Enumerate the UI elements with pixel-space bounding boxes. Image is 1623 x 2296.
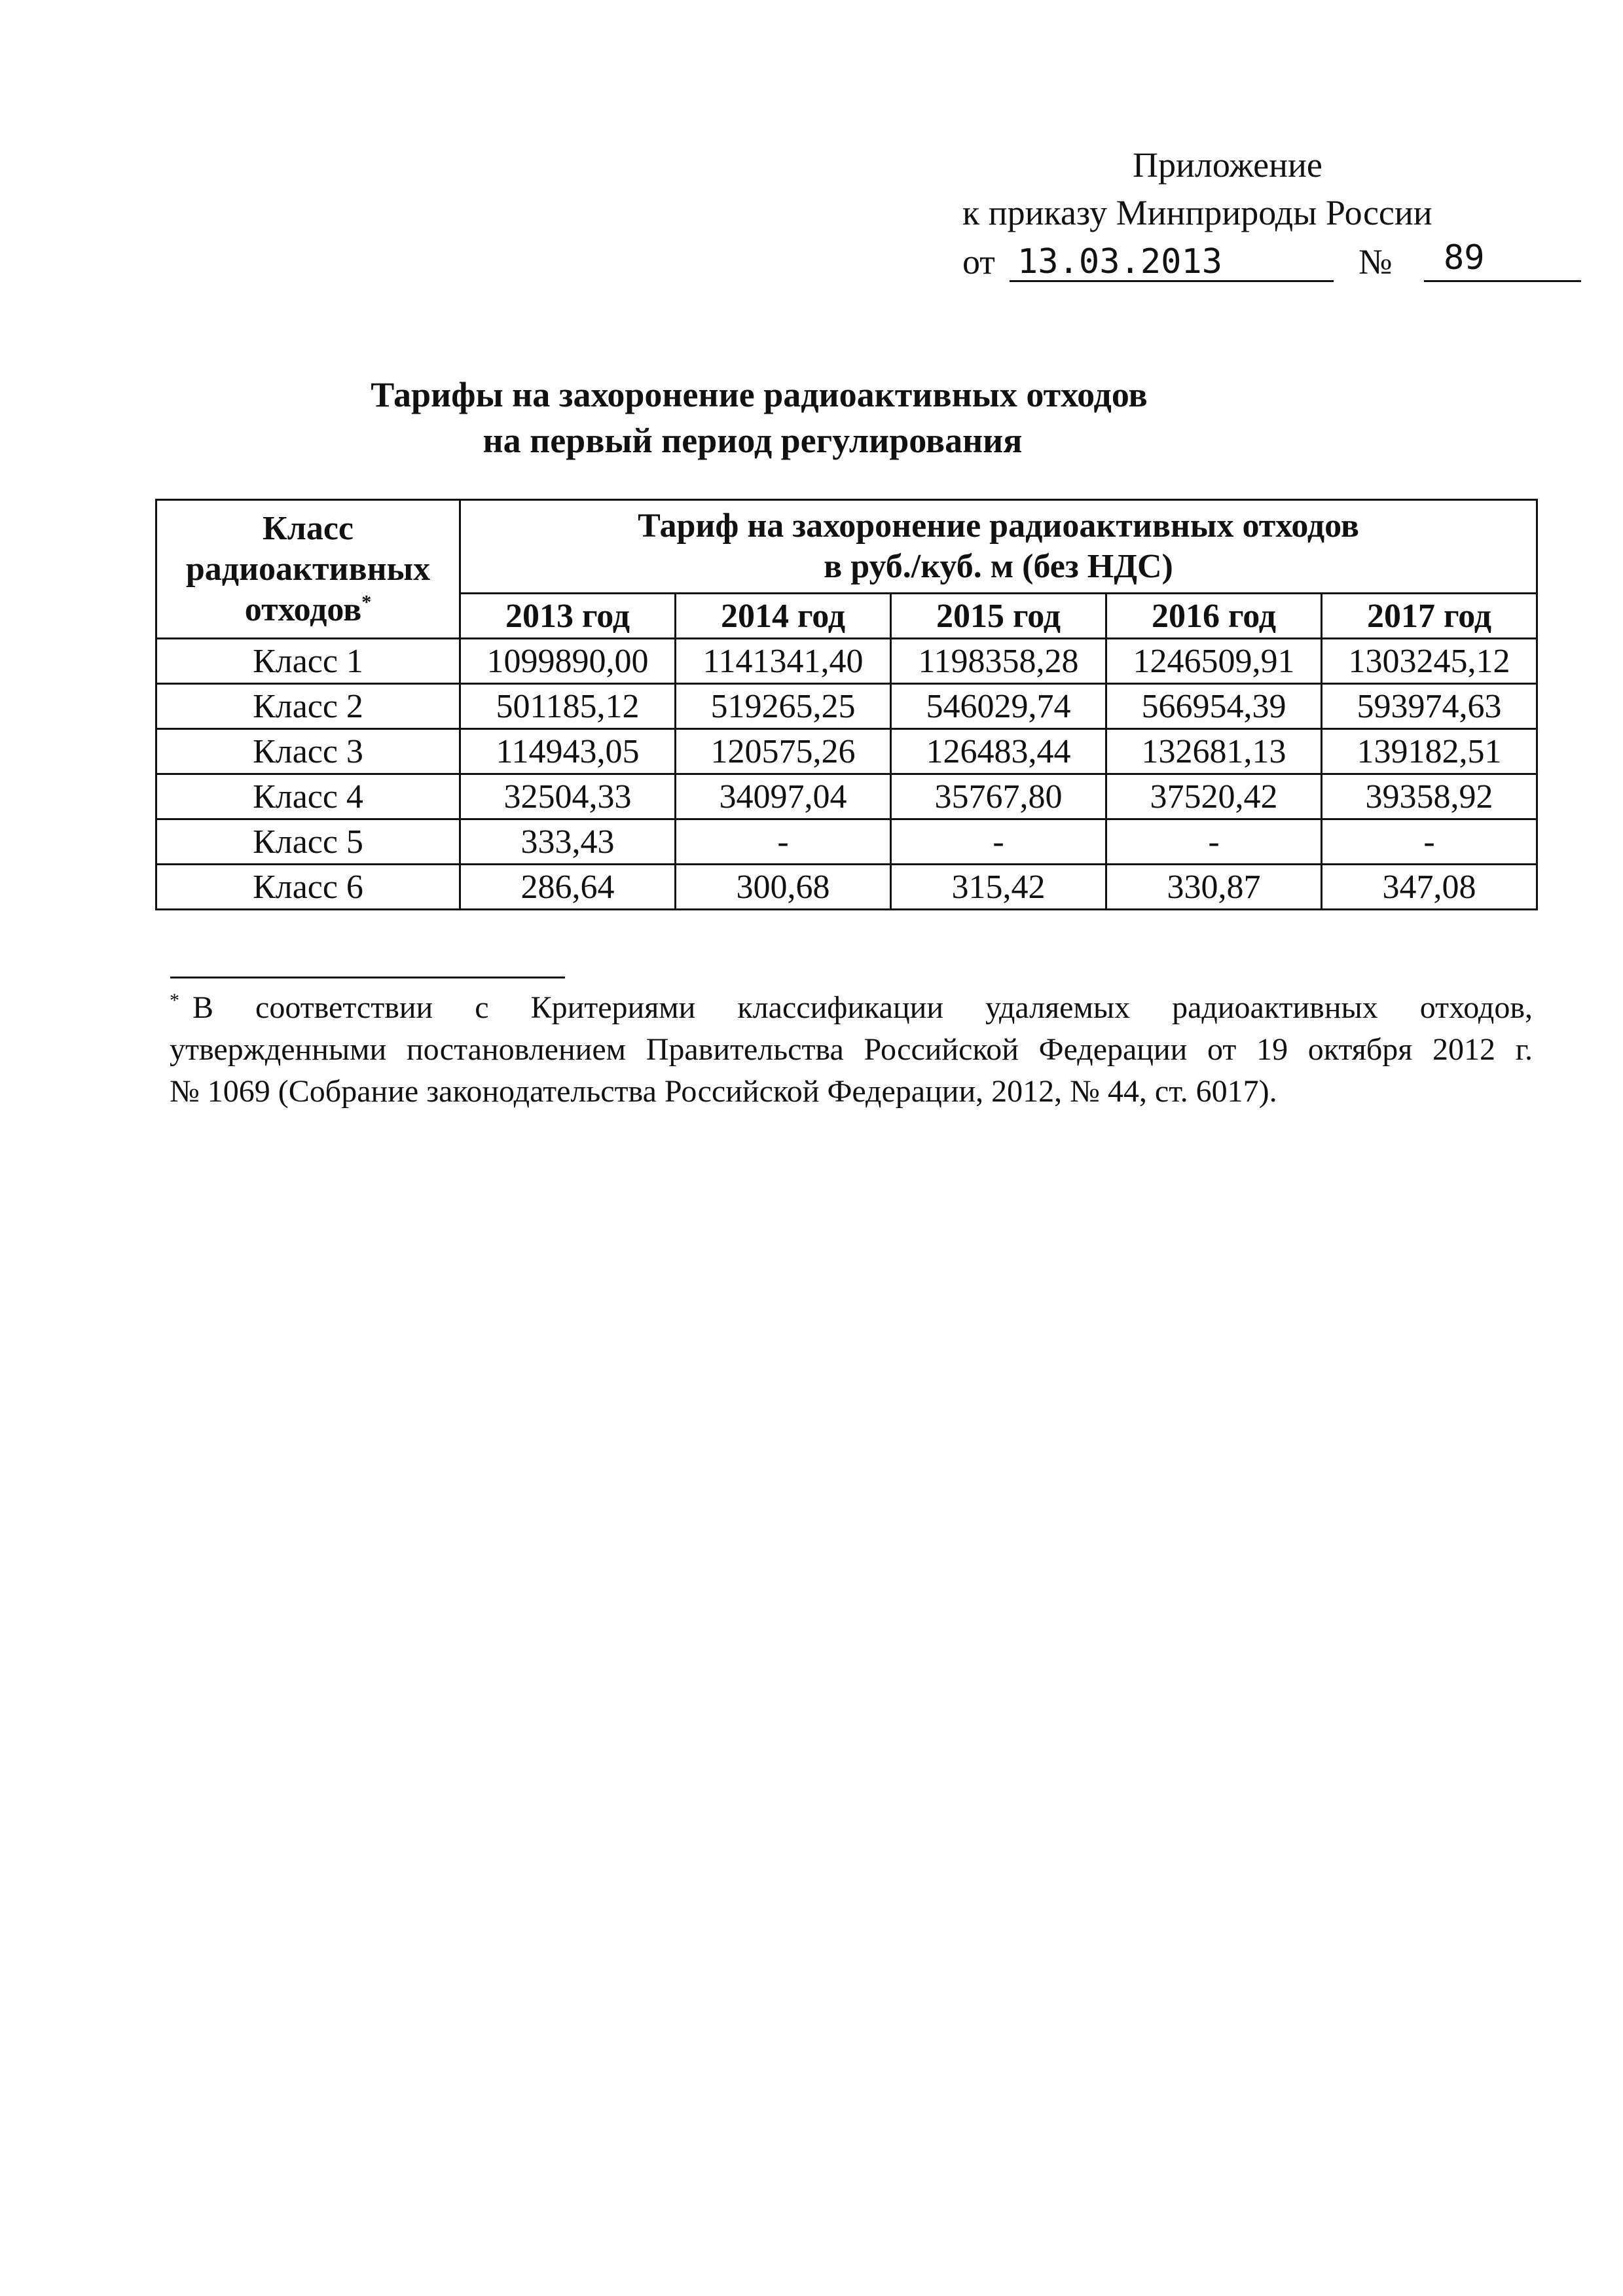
tariff-cell: 566954,39 <box>1106 684 1322 729</box>
tariff-cell: 1246509,91 <box>1106 639 1322 684</box>
tariff-cell: 300,68 <box>676 865 891 910</box>
tariff-cell: 126483,44 <box>891 729 1106 774</box>
class-cell: Класс 2 <box>156 684 460 729</box>
tariff-cell: 286,64 <box>460 865 676 910</box>
class-header-line-3 <box>157 590 459 630</box>
tariff-header-line-2: в руб./куб. м (без НДС) <box>824 548 1173 585</box>
tariff-cell: - <box>1322 819 1537 865</box>
tariff-cell: 37520,42 <box>1106 774 1322 819</box>
tariff-cell: - <box>1106 819 1322 865</box>
document-title <box>0 372 1623 463</box>
class-cell: Класс 4 <box>156 774 460 819</box>
appendix-label: Приложение <box>1133 145 1322 185</box>
tariff-cell: 1198358,28 <box>891 639 1106 684</box>
footnote-marker: * <box>361 591 372 613</box>
title-line-1: Тарифы на захоронение радиоактивных отходов <box>371 375 1148 414</box>
tariff-cell: 315,42 <box>891 865 1106 910</box>
footnote-divider <box>170 977 565 978</box>
footnote <box>170 987 1533 1113</box>
tariff-cell: 1303245,12 <box>1322 639 1537 684</box>
footnote-line-1 <box>170 987 1533 1029</box>
tariff-cell: 35767,80 <box>891 774 1106 819</box>
tariff-cell: 114943,05 <box>460 729 676 774</box>
tariff-cell: - <box>891 819 1106 865</box>
class-header-line-2: радиоактивных <box>185 550 431 588</box>
class-cell: Класс 6 <box>156 865 460 910</box>
tariff-cell: 519265,25 <box>676 684 891 729</box>
order-number-field <box>1424 238 1581 282</box>
tariff-cell: 120575,26 <box>676 729 891 774</box>
table-row <box>156 729 1537 774</box>
order-reference: к приказу Минприроды России <box>962 193 1432 232</box>
order-date: 13.03.2013 <box>1017 242 1223 281</box>
tariff-column-header <box>460 500 1537 594</box>
class-header-line-1: Класс <box>262 509 354 547</box>
order-date-field <box>1010 241 1334 282</box>
table-row <box>156 639 1537 684</box>
year-header: 2013 год <box>460 594 676 639</box>
class-header-word: отходов <box>244 590 362 628</box>
tariff-cell: 546029,74 <box>891 684 1106 729</box>
table-row <box>156 819 1537 865</box>
tariff-cell: 593974,63 <box>1322 684 1537 729</box>
year-header: 2014 год <box>676 594 891 639</box>
class-cell: Класс 5 <box>156 819 460 865</box>
tariff-cell: 32504,33 <box>460 774 676 819</box>
tariff-cell: 1099890,00 <box>460 639 676 684</box>
class-cell: Класс 1 <box>156 639 460 684</box>
title-line-2: на первый период регулирования <box>483 421 1023 460</box>
tariff-header-line-1: Тариф на захоронение радиоактивных отходов <box>638 507 1359 545</box>
tariff-cell: 1141341,40 <box>676 639 891 684</box>
tariff-cell: 501185,12 <box>460 684 676 729</box>
tariff-table <box>155 499 1538 910</box>
year-header: 2016 год <box>1106 594 1322 639</box>
year-header: 2017 год <box>1322 594 1537 639</box>
table-row <box>156 774 1537 819</box>
footnote-line-2: утвержденными постановлением Правительства Российской Федерации от 19 октября 2012 г. <box>170 1032 1533 1067</box>
tariff-cell: 139182,51 <box>1322 729 1537 774</box>
table-row <box>156 684 1537 729</box>
date-prefix: от <box>962 242 995 281</box>
class-cell: Класс 3 <box>156 729 460 774</box>
class-column-header <box>156 500 460 639</box>
table-row <box>156 865 1537 910</box>
year-header: 2015 год <box>891 594 1106 639</box>
tariff-cell: - <box>676 819 891 865</box>
tariff-cell: 39358,92 <box>1322 774 1537 819</box>
tariff-cell: 333,43 <box>460 819 676 865</box>
footnote-line-3: № 1069 (Собрание законодательства Российской Федерации, 2012, № 44, ст. 6017). <box>170 1074 1277 1109</box>
tariff-cell: 34097,04 <box>676 774 891 819</box>
footnote-text-1: В соответствии с Критериями классификации удаляемых радиоактивных отходов, <box>192 990 1533 1025</box>
order-date-number-line <box>962 238 1512 287</box>
footnote-mark: * <box>170 990 179 1011</box>
number-label: № <box>1359 242 1393 281</box>
tariff-cell: 132681,13 <box>1106 729 1322 774</box>
tariff-cell: 347,08 <box>1322 865 1537 910</box>
order-number: 89 <box>1444 238 1485 278</box>
tariff-cell: 330,87 <box>1106 865 1322 910</box>
